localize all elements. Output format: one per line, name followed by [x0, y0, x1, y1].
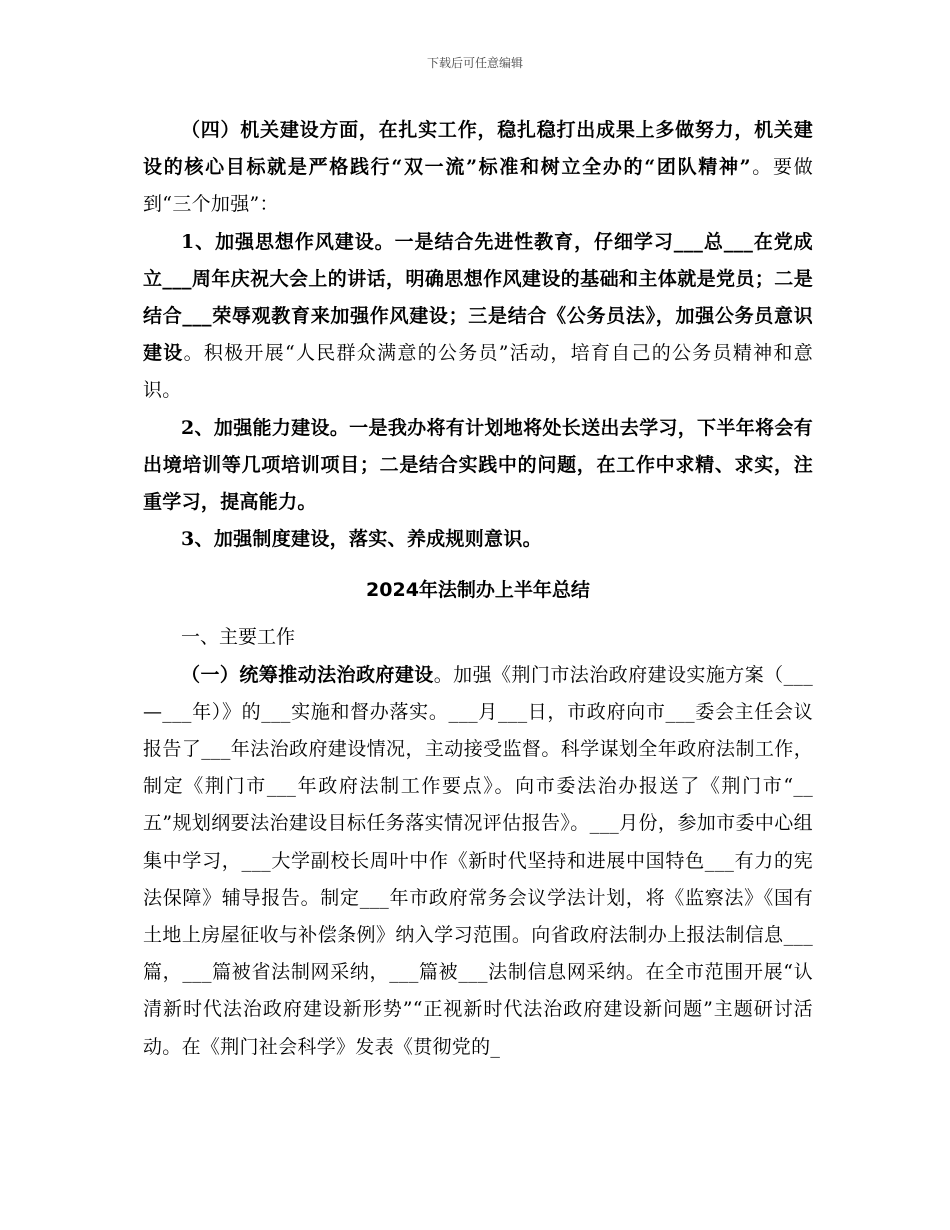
paragraph-organ-construction-text: 。要做到“三个加强”：: [143, 156, 813, 216]
paragraph-organ-construction: [143, 112, 813, 224]
section-heading-main-work: 一、主要工作: [181, 626, 296, 649]
paragraph-capability: [143, 410, 813, 522]
page-header: 下载后可任意编辑: [426, 56, 523, 70]
paragraph-system: [143, 521, 813, 558]
paragraph-ideology-style: [143, 224, 813, 410]
paragraph-rule-of-law-text: 。加强《荆门市法治政府建设实施方案（___—___年）》的___实施和督办落实。___月___日，市政府向市___委会主任会议报告了___年法治政府建设情况，主动接受监督。科学谋划全年政府法制工作，制定《荆门市___年政府法制工作要点》。向市委法治办报送了《荆门市“__五”规划纲要法治建设目标任务落实情况评估报告》。___月份，参加市委中心组集中学习，___大学副校长周叶中作《新时代坚持和进展中国特色___有力的宪法保障》辅导报告。制定___年市政府常务会议学法计划，将《监察法》《国有土地上房屋征收与补偿条例》纳入学习范围。向省政府法制办上报法制信息___篇，___篇被省法制网采纳，___篇被___法制信息网采纳。在全市范围开展“认清新时代法治政府建设新形势”“正视新时代法治政府建设新问题”主题研讨活动。在《荆门社会科学》发表《贯彻党的_: [143, 663, 813, 1058]
document-body: [143, 112, 813, 1066]
paragraph-ideology-style-bold: 1、加强思想作风建设。一是结合先进性教育，仔细学习___总___在党成立___周年庆祝大会上的讲话，明确思想作风建设的基础和主体就是党员；二是结合___荣辱观教育来加强作风建设；三是结合《公务员法》，加强公务员意识建设: [143, 230, 813, 365]
document-title: 2024年法制办上半年总结: [366, 579, 590, 602]
paragraph-ideology-style-text: 。积极开展“人民群众满意的公务员”活动，培育自己的公务员精神和意识。: [143, 342, 813, 402]
paragraph-rule-of-law-bold: （一）统筹推动法治政府建设: [181, 663, 434, 686]
paragraph-rule-of-law: [143, 657, 813, 1066]
paragraph-capability-bold: 2、加强能力建设。一是我办将有计划地将处长送出去学习，下半年将会有出境培训等几项培训项目；二是结合实践中的问题，在工作中求精、求实，注重学习，提高能力。: [143, 416, 813, 514]
paragraph-system-bold: 3、加强制度建设，落实、养成规则意识。: [181, 528, 542, 551]
paragraph-organ-construction-bold: （四）机关建设方面，在扎实工作，稳扎稳打出成果上多做努力，机关建设的核心目标就是严格践行“双一流”标准和树立全办的“团队精神”: [143, 119, 813, 179]
